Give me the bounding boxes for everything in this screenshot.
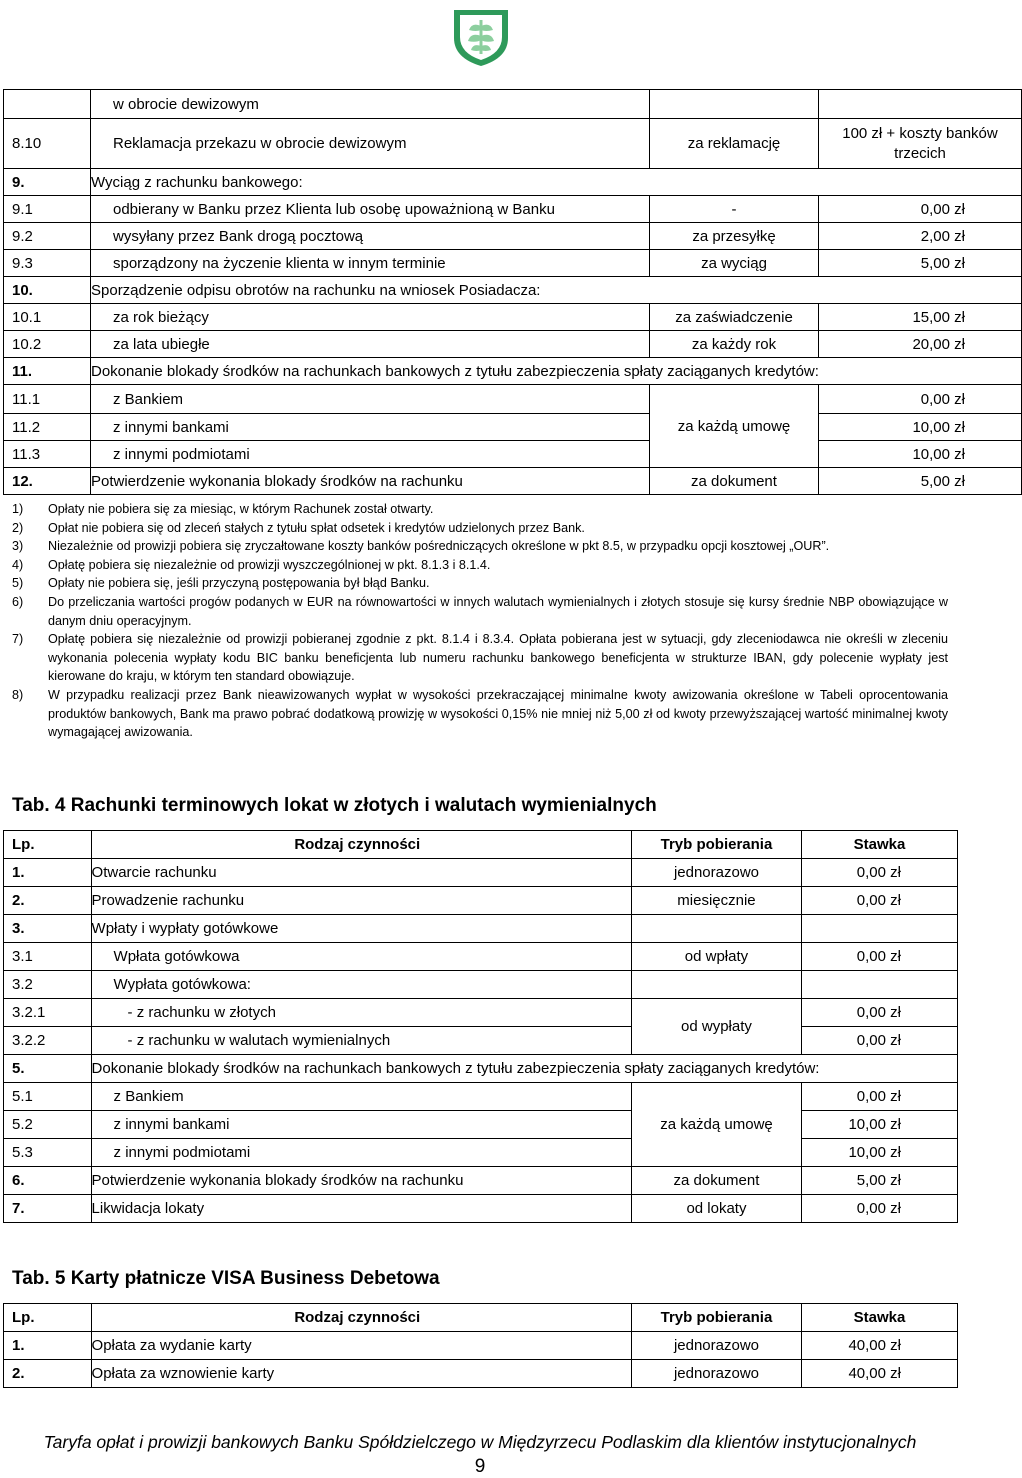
header-name: Rodzaj czynności: [91, 831, 631, 859]
stawka-cell: 2,00 zł: [819, 223, 1022, 250]
table-row: [4, 468, 1022, 495]
table-row: [4, 859, 958, 887]
table-row: [4, 304, 1022, 331]
tab4-table: [3, 830, 958, 1223]
footnote: [12, 574, 948, 593]
header-lp: Lp.: [4, 1304, 92, 1332]
lp-cell: [4, 90, 91, 119]
footnote-number: 1): [12, 502, 24, 516]
tryb-cell: za reklamację: [650, 119, 819, 169]
tab5-title: Tab. 5 Karty płatnicze VISA Business Debetowa: [12, 1268, 440, 1289]
tryb-cell: jednorazowo: [631, 1332, 801, 1360]
footnote-text: Opłatę pobiera się niezależnie od prowizji pobieranej zgodnie z pkt. 8.1.4 i 8.3.4. Opłata pobierana jest w sytuacji, gdy zleceniodawca nie określi w zleceniu wykonania polecenia wypłaty kodu BIC banku beneficjenta lub numeru rachunku bankowego beneficjenta w strukturze IBAN, gdy polecenie wypłaty jest kierowane do kraju, w którym ten standard obowiązuje.: [48, 632, 948, 684]
table-row: [4, 196, 1022, 223]
lp-cell: 10.: [4, 277, 91, 304]
footnote-text: Opłatę pobiera się niezależnie od prowizji wyszczególnionej w pkt. 8.1.3 i 8.1.4.: [48, 557, 491, 572]
stawka-cell: 40,00 zł: [802, 1360, 958, 1388]
tryb-cell: za każdą umowę: [650, 385, 819, 468]
footnote-number: 5): [12, 576, 24, 591]
lp-cell: 5.2: [4, 1111, 92, 1139]
lp-cell: 9.3: [4, 250, 91, 277]
lp-cell: 11.1: [4, 385, 91, 414]
table-header-row: [4, 1304, 958, 1332]
stawka-cell: 5,00 zł: [802, 1167, 958, 1195]
table-row: [4, 1332, 958, 1360]
stawka-cell: [819, 90, 1022, 119]
stawka-cell: 10,00 zł: [819, 414, 1022, 441]
name-cell: za lata ubiegłe: [91, 331, 650, 358]
table-row: [4, 119, 1022, 169]
table-row: [4, 887, 958, 915]
stawka-cell: 5,00 zł: [819, 468, 1022, 495]
name-cell: z innymi podmiotami: [91, 441, 650, 468]
table-header-row: [4, 831, 958, 859]
lp-cell: 3.2.1: [4, 999, 92, 1027]
header-name: Rodzaj czynności: [91, 1304, 631, 1332]
tryb-cell: za przesyłkę: [650, 223, 819, 250]
lp-cell: 11.3: [4, 441, 91, 468]
footnote-text: W przypadku realizacji przez Bank nieawizowanych wypłat w wysokości przekraczającej minimalne kwoty awizowania określone w Tabeli oprocentowania produktów bankowych, Bank ma prawo pobrać dodatkową prowizję w wysokości 0,15% nie mniej niż 5,00 zł od kwoty przewyższającej wartość minimalnej kwoty wymagającej awizowania.: [48, 687, 948, 740]
tryb-cell: od wpłaty: [631, 943, 801, 971]
name-cell: z innymi bankami: [91, 414, 650, 441]
stawka-cell: 0,00 zł: [802, 887, 958, 915]
table-row: [4, 1111, 958, 1139]
lp-cell: 6.: [4, 1167, 92, 1195]
lp-cell: 3.2: [4, 971, 92, 999]
stawka-cell: 10,00 zł: [802, 1111, 958, 1139]
page-footer: Taryfa opłat i prowizji bankowych Banku Spółdzielczego w Międzyrzecu Podlaskim dla klientów instytucjonalnych: [43, 1432, 917, 1452]
lp-cell: 11.2: [4, 414, 91, 441]
table-row: [4, 1139, 958, 1167]
lp-cell: 5.3: [4, 1139, 92, 1167]
tab5-table: [3, 1303, 958, 1388]
lp-cell: 9.: [4, 169, 91, 196]
table-row: [4, 1055, 958, 1083]
stawka-cell: [802, 971, 958, 999]
footnote-number: 8): [12, 687, 24, 702]
name-cell: Opłata za wydanie karty: [91, 1332, 631, 1360]
header-tryb: Tryb pobierania: [631, 831, 801, 859]
footnote-text: Opłaty nie pobiera się, jeśli przyczyną postępowania był błąd Banku.: [48, 576, 430, 591]
tryb-cell: za dokument: [631, 1167, 801, 1195]
name-cell: wysyłany przez Bank drogą pocztową: [91, 223, 650, 250]
tryb-cell: miesięcznie: [631, 887, 801, 915]
footnote: [12, 593, 948, 630]
name-cell: z innymi podmiotami: [91, 1139, 631, 1167]
table-row: [4, 90, 1022, 119]
footnote: [12, 630, 948, 686]
lp-cell: 8.10: [4, 119, 91, 169]
name-cell: Likwidacja lokaty: [91, 1195, 631, 1223]
section-title: Dokonanie blokady środków na rachunkach bankowych z tytułu zabezpieczenia spłaty zaciąganych kredytów:: [91, 1055, 957, 1083]
tryb-cell: [631, 971, 801, 999]
stawka-cell: 15,00 zł: [819, 304, 1022, 331]
page-number: 9: [474, 1456, 486, 1477]
stawka-cell: 0,00 zł: [819, 196, 1022, 223]
table-row: [4, 1167, 958, 1195]
section-title: Sporządzenie odpisu obrotów na rachunku na wniosek Posiadacza:: [91, 277, 1022, 304]
table-row: [4, 915, 958, 943]
name-cell: Wypłata gotówkowa:: [91, 971, 631, 999]
table-row: [4, 414, 1022, 441]
footnote-number: 6): [12, 594, 24, 609]
footnote: [12, 500, 948, 519]
name-cell: Opłata za wznowienie karty: [91, 1360, 631, 1388]
name-cell: sporządzony na życzenie klienta w innym terminie: [91, 250, 650, 277]
table-row: [4, 169, 1022, 196]
name-cell: Reklamacja przekazu w obrocie dewizowym: [91, 119, 650, 169]
table-row: [4, 1195, 958, 1223]
fee-table-continued: [3, 89, 1022, 495]
tryb-cell: od wypłaty: [631, 999, 801, 1055]
table-row: [4, 1360, 958, 1388]
footnote: [12, 556, 948, 575]
lp-cell: 9.2: [4, 223, 91, 250]
section-title: Dokonanie blokady środków na rachunkach bankowych z tytułu zabezpieczenia spłaty zaciąganych kredytów:: [91, 358, 1022, 385]
tryb-cell: -: [650, 196, 819, 223]
table-row: [4, 358, 1022, 385]
lp-cell: 3.2.2: [4, 1027, 92, 1055]
name-cell: Wpłata gotówkowa: [91, 943, 631, 971]
lp-cell: 2.: [4, 1360, 92, 1388]
lp-cell: 5.1: [4, 1083, 92, 1111]
table-row: [4, 385, 1022, 414]
stawka-cell: 0,00 zł: [802, 1083, 958, 1111]
table-row: [4, 223, 1022, 250]
stawka-cell: 0,00 zł: [802, 1027, 958, 1055]
name-cell: z Bankiem: [91, 385, 650, 414]
footnote: [12, 537, 948, 556]
bank-logo-icon: [446, 4, 516, 68]
stawka-cell: 10,00 zł: [819, 441, 1022, 468]
tryb-cell: za wyciąg: [650, 250, 819, 277]
lp-cell: 5.: [4, 1055, 92, 1083]
header-stawka: Stawka: [802, 831, 958, 859]
stawka-cell: 0,00 zł: [802, 943, 958, 971]
tryb-cell: za każdą umowę: [631, 1083, 801, 1167]
tryb-cell: jednorazowo: [631, 859, 801, 887]
stawka-cell: [802, 915, 958, 943]
stawka-cell: 100 zł + koszty banków trzecich: [819, 119, 1022, 169]
footnote-text: Niezależnie od prowizji pobiera się zryczałtowane koszty banków pośredniczących określone w pkt 8.5, w przypadku opcji kosztowej „OUR”.: [48, 539, 830, 554]
table-row: [4, 250, 1022, 277]
lp-cell: 1.: [4, 1332, 92, 1360]
name-cell: w obrocie dewizowym: [91, 90, 650, 119]
name-cell: - z rachunku w złotych: [91, 999, 631, 1027]
name-cell: Potwierdzenie wykonania blokady środków na rachunku: [91, 1167, 631, 1195]
name-cell: odbierany w Banku przez Klienta lub osobę upoważnioną w Banku: [91, 196, 650, 223]
lp-cell: 12.: [4, 468, 91, 495]
lp-cell: 10.2: [4, 331, 91, 358]
tryb-cell: od lokaty: [631, 1195, 801, 1223]
name-cell: - z rachunku w walutach wymienialnych: [91, 1027, 631, 1055]
stawka-cell: 0,00 zł: [819, 385, 1022, 414]
name-cell: z innymi bankami: [91, 1111, 631, 1139]
table-row: [4, 331, 1022, 358]
stawka-cell: 40,00 zł: [802, 1332, 958, 1360]
footnote: [12, 519, 948, 538]
header-stawka: Stawka: [802, 1304, 958, 1332]
footnote-text: Do przeliczania wartości progów podanych w EUR na równowartości w innych walutach wymienialnych i złotych stosuje się kursy średnie NBP obowiązujące w danym dniu operacyjnym.: [48, 594, 948, 628]
stawka-cell: 10,00 zł: [802, 1139, 958, 1167]
stawka-cell: 0,00 zł: [802, 999, 958, 1027]
tryb-cell: za każdy rok: [650, 331, 819, 358]
tab4-title: Tab. 4 Rachunki terminowych lokat w złotych i walutach wymienialnych: [12, 795, 657, 816]
stawka-cell: 0,00 zł: [802, 1195, 958, 1223]
lp-cell: 11.: [4, 358, 91, 385]
lp-cell: 9.1: [4, 196, 91, 223]
lp-cell: 10.1: [4, 304, 91, 331]
footnote-number: 7): [12, 632, 24, 647]
table-row: [4, 943, 958, 971]
stawka-cell: 20,00 zł: [819, 331, 1022, 358]
lp-cell: 7.: [4, 1195, 92, 1223]
name-cell: Potwierdzenie wykonania blokady środków na rachunku: [91, 468, 650, 495]
table-row: [4, 999, 958, 1027]
footnote-number: 3): [12, 539, 24, 554]
tryb-cell: za zaświadczenie: [650, 304, 819, 331]
footnote-number: 4): [12, 557, 24, 572]
tryb-cell: [631, 915, 801, 943]
name-cell: Otwarcie rachunku: [91, 859, 631, 887]
footnote: [12, 686, 948, 742]
footnote-text: Opłat nie pobiera się od zleceń stałych z tytułu spłat odsetek i kredytów udzielonych przez Bank.: [48, 520, 585, 535]
name-cell: Prowadzenie rachunku: [91, 887, 631, 915]
table-row: [4, 1027, 958, 1055]
name-cell: za rok bieżący: [91, 304, 650, 331]
footnote-number: 2): [12, 520, 24, 535]
footnote-text: Opłaty nie pobiera się za miesiąc, w którym Rachunek został otwarty.: [48, 502, 434, 516]
lp-cell: 2.: [4, 887, 92, 915]
header-lp: Lp.: [4, 831, 92, 859]
table-row: [4, 1083, 958, 1111]
lp-cell: 3.: [4, 915, 92, 943]
header-tryb: Tryb pobierania: [631, 1304, 801, 1332]
table-row: [4, 441, 1022, 468]
tryb-cell: jednorazowo: [631, 1360, 801, 1388]
lp-cell: 1.: [4, 859, 92, 887]
name-cell: z Bankiem: [91, 1083, 631, 1111]
name-cell: Wpłaty i wypłaty gotówkowe: [91, 915, 631, 943]
stawka-cell: 0,00 zł: [802, 859, 958, 887]
section-title: Wyciąg z rachunku bankowego:: [91, 169, 1022, 196]
lp-cell: 3.1: [4, 943, 92, 971]
tryb-cell: za dokument: [650, 468, 819, 495]
table-row: [4, 971, 958, 999]
stawka-cell: 5,00 zł: [819, 250, 1022, 277]
tryb-cell: [650, 90, 819, 119]
footnotes: [12, 500, 948, 742]
table-row: [4, 277, 1022, 304]
